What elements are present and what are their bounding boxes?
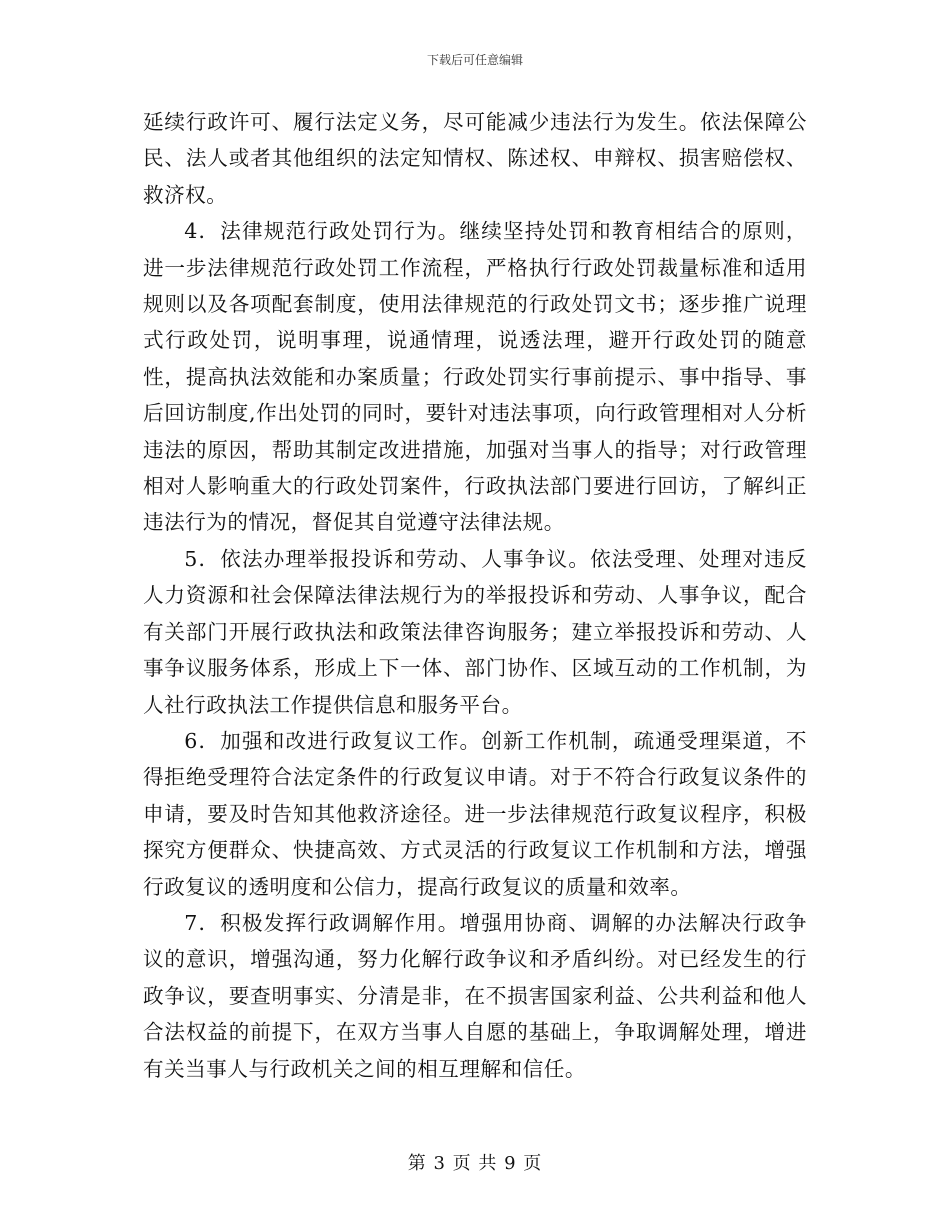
paragraph-item-5: 5．依法办理举报投诉和劳动、人事争议。依法受理、处理对违反人力资源和社会保障法律法规行为的举报投诉和劳动、人事争议，配合有关部门开展行政执法和政策法律咨询服务；建立举报投诉和劳动、人事争议服务体系，形成上下一体、部门协作、区域互动的工作机制，为人社行政执法工作提供信息和服务平台。	[143, 546, 807, 717]
paragraph-item-4: 4．法律规范行政处罚行为。继续坚持处罚和教育相结合的原则，进一步法律规范行政处罚工作流程，严格执行行政处罚裁量标准和适用规则以及各项配套制度，使用法律规范的行政处罚文书；逐步推广说理式行政处罚，说明事理，说通情理，说透法理，避开行政处罚的随意性，提高执法效能和办案质量；行政处罚实行事前提示、事中指导、事后回访制度,作出处罚的同时，要针对违法事项，向行政管理相对人分析违法的原因，帮助其制定改进措施，加强对当事人的指导；对行政管理相对人影响重大的行政处罚案件，行政执法部门要进行回访，了解纠正违法行为的情况，督促其自觉遵守法律法规。	[143, 219, 807, 535]
document-body	[143, 104, 807, 1087]
page-header: 下载后可任意编辑	[426, 53, 523, 67]
paragraph-item-7: 7．积极发挥行政调解作用。增强用协商、调解的办法解决行政争议的意识，增强沟通，努力化解行政争议和矛盾纠纷。对已经发生的行政争议，要查明事实、分清是非，在不损害国家利益、公共利益和他人合法权益的前提下，在双方当事人自愿的基础上，争取调解处理，增进有关当事人与行政机关之间的相互理解和信任。	[143, 910, 807, 1081]
paragraph-item-6: 6．加强和改进行政复议工作。创新工作机制，疏通受理渠道，不得拒绝受理符合法定条件的行政复议申请。对于不符合行政复议条件的申请，要及时告知其他救济途径。进一步法律规范行政复议程序，积极探究方便群众、快捷高效、方式灵活的行政复议工作机制和方法，增强行政复议的透明度和公信力，提高行政复议的质量和效率。	[143, 728, 807, 899]
paragraph-continuation: 延续行政许可、履行法定义务，尽可能减少违法行为发生。依法保障公民、法人或者其他组织的法定知情权、陈述权、申辩权、损害赔偿权、救济权。	[143, 110, 807, 207]
page-number-footer: 第 3 页 共 9 页	[407, 1153, 543, 1174]
